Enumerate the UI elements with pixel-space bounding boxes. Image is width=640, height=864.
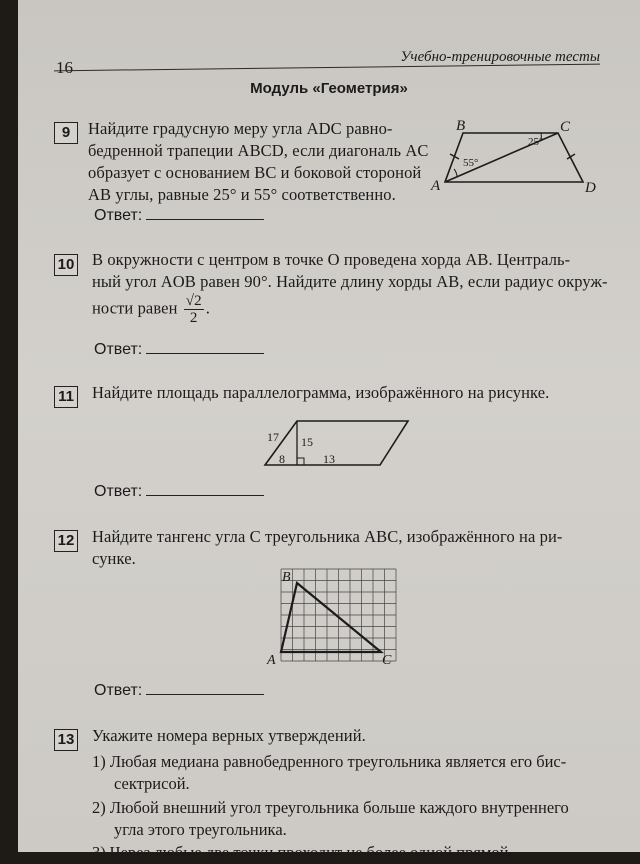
right-angle-mark <box>297 458 304 465</box>
q9-answer-line[interactable] <box>146 218 264 220</box>
q9-answer-row <box>94 207 264 225</box>
q12-answer-label: Ответ: <box>94 682 142 699</box>
angle-label-25: 25° <box>528 136 543 148</box>
q13-option-1 <box>92 751 632 795</box>
parallelogram-outline <box>265 421 408 465</box>
q12-line2: сунке. <box>92 548 632 570</box>
q13-option-2 <box>92 797 632 841</box>
fraction-denominator: 2 <box>184 310 204 326</box>
textbook-page <box>18 0 640 852</box>
question-10-number: 10 <box>54 254 78 276</box>
vertex-label-c: C <box>382 653 392 668</box>
question-11-number: 11 <box>54 386 78 408</box>
q9-line3: образует с основанием BC и боковой стороной <box>88 162 448 184</box>
question-12-number: 12 <box>54 530 78 552</box>
fraction-numerator: √2 <box>184 293 204 310</box>
question-12-text <box>92 526 632 570</box>
question-13-number: 13 <box>54 729 78 751</box>
trapezoid-figure <box>423 118 618 198</box>
q10-answer-row <box>94 341 264 359</box>
q10-line2: ный угол AOB равен 90°. Найдите длину хорды AB, если радиус окруж- <box>92 271 632 293</box>
q12-answer-line[interactable] <box>146 693 264 695</box>
option-2-line1: Любой внешний угол треугольника больше каждого внутреннего <box>110 798 569 817</box>
vertex-label-d: D <box>584 180 596 196</box>
module-title: Модуль «Геометрия» <box>18 80 640 97</box>
triangle-abc <box>281 583 381 652</box>
segment-label-8: 8 <box>279 452 285 466</box>
side-label-17: 17 <box>267 430 279 444</box>
vertex-label-a: A <box>430 178 441 194</box>
option-1-line2: сектрисой. <box>92 773 632 795</box>
option-1-number: 1) <box>92 752 106 771</box>
vertex-label-a: A <box>266 653 276 668</box>
segment-label-13: 13 <box>323 452 335 466</box>
question-11-text: Найдите площадь параллелограмма, изображённого на рисунке. <box>92 382 632 404</box>
q10-line3-suffix: . <box>206 298 210 317</box>
q9-line4: AB углы, равные 25° и 55° соответственно. <box>88 184 448 206</box>
question-10-text <box>92 249 632 326</box>
vertex-label-c: C <box>560 119 571 135</box>
q12-line1: Найдите тангенс угла C треугольника ABC, изображённого на ри- <box>92 526 632 548</box>
q9-line2: бедренной трапеции ABCD, если диагональ AC <box>88 140 448 162</box>
q10-answer-line[interactable] <box>146 352 264 354</box>
option-2-line2: угла этого треугольника. <box>92 819 632 841</box>
height-label-15: 15 <box>301 435 313 449</box>
option-2-number: 2) <box>92 798 106 817</box>
page-number: 16 <box>56 58 73 78</box>
angle-arc-a <box>454 169 457 176</box>
q10-answer-label: Ответ: <box>94 341 142 358</box>
q11-answer-label: Ответ: <box>94 483 142 500</box>
question-13-text: Укажите номера верных утверждений. <box>92 725 632 747</box>
question-9-number: 9 <box>54 122 78 144</box>
angle-label-55: 55° <box>463 157 478 169</box>
parallelogram-figure <box>243 418 423 470</box>
q11-answer-row <box>94 483 264 501</box>
triangle-grid-figure <box>267 566 399 666</box>
q10-line3 <box>92 293 632 326</box>
vertex-label-b: B <box>282 570 291 585</box>
radius-fraction <box>184 293 204 326</box>
option-1-line1: Любая медиана равнобедренного треугольника является его бис- <box>110 752 566 771</box>
q11-answer-line[interactable] <box>146 494 264 496</box>
running-head: Учебно-тренировочные тесты <box>400 49 600 66</box>
q12-answer-row <box>94 682 264 700</box>
q9-line1: Найдите градусную меру угла ADC равно- <box>88 118 448 140</box>
q9-answer-label: Ответ: <box>94 207 142 224</box>
header-rule <box>54 64 600 72</box>
q10-line3-prefix: ности равен <box>92 298 178 317</box>
q13-option-3-partial: 3) Через любые две точки проходит не более одной прямой. <box>92 842 632 864</box>
q10-line1: В окружности с центром в точке O проведена хорда AB. Централь- <box>92 249 632 271</box>
vertex-label-b: B <box>456 118 465 134</box>
question-9-text <box>88 118 448 206</box>
